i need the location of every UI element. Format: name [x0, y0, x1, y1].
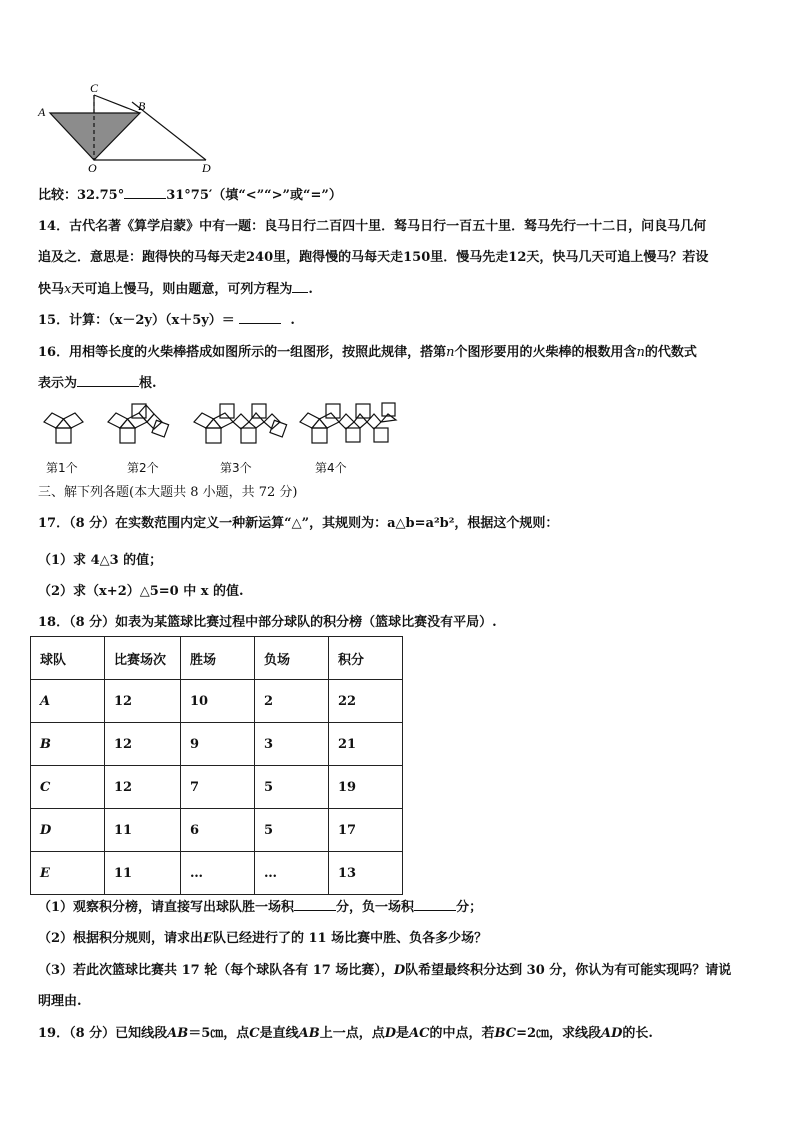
header-team: 球队: [31, 637, 105, 680]
matchstick-figure-2: [108, 404, 169, 443]
matchstick-figures: [36, 400, 406, 455]
cell-points: 21: [329, 723, 403, 766]
cell-losses: 5: [255, 809, 329, 852]
label-c: C: [90, 81, 99, 95]
q18-p2-text-b: 队已经进行了的 11 场比赛中胜、负各多少场？: [212, 931, 488, 946]
cell-wins: 6: [181, 809, 255, 852]
q18-stem: 18．（8 分）如表为某篮球比赛过程中部分球队的积分榜（篮球比赛没有平局）.: [38, 615, 497, 630]
label-b: B: [138, 99, 146, 113]
header-losses: 负场: [255, 637, 329, 680]
cell-games: 11: [105, 852, 181, 895]
cell-points: 13: [329, 852, 403, 895]
cell-points: 19: [329, 766, 403, 809]
q19-var-ad: AD: [601, 1026, 623, 1041]
segment-cb: [94, 95, 140, 113]
cell-losses: 2: [255, 680, 329, 723]
score-table: [30, 636, 403, 895]
cell-wins: 9: [181, 723, 255, 766]
cell-games: 11: [105, 809, 181, 852]
q19-text-f: 的中点，若: [429, 1026, 495, 1041]
table-row: [31, 766, 403, 809]
matchstick-figure-4: [300, 403, 396, 443]
q15-end: .: [290, 313, 295, 328]
q19-text-e: 是: [396, 1026, 410, 1041]
q16-text-a: 16．用相等长度的火柴棒搭成如图所示的一组图形，按照此规律，搭第: [38, 345, 447, 360]
section-3-title: 三、解下列各题(本大题共 8 小题，共 72 分): [38, 485, 298, 500]
label-d: D: [202, 161, 211, 175]
q14-text-c: .: [308, 282, 313, 297]
cell-losses: 3: [255, 723, 329, 766]
q19-var-bc: BC: [494, 1026, 517, 1041]
q16-var-n2: n: [636, 345, 645, 360]
cell-games: 12: [105, 723, 181, 766]
q14-text-a: 快马: [38, 282, 65, 297]
q17-part1: （1）求 4△3 的值；: [38, 553, 163, 568]
table-row: [31, 723, 403, 766]
q18-win-points-blank[interactable]: [294, 910, 336, 911]
cell-team: C: [31, 766, 105, 809]
q15-text: 15．计算：（x－2y）（x＋5y）＝: [38, 313, 235, 328]
table-row: [31, 809, 403, 852]
cell-wins: 7: [181, 766, 255, 809]
q18-p2-var: E: [203, 931, 213, 946]
q18-p3-text-a: （3）若此次篮球比赛共 17 轮（每个球队各有 17 场比赛），: [38, 963, 394, 978]
cell-games: 12: [105, 766, 181, 809]
q19-var-ab: AB: [167, 1026, 189, 1041]
q19-text-d: 上一点，点: [319, 1026, 385, 1041]
q16-answer-blank[interactable]: [77, 386, 139, 387]
matchstick-figure-1: [44, 413, 83, 443]
caption-figure-3: 第3个: [220, 461, 252, 475]
q18-p2-text-a: （2）根据积分规则，请求出: [38, 931, 204, 946]
q19-var-d: D: [384, 1026, 397, 1041]
table-row: [31, 852, 403, 895]
cell-wins: …: [181, 852, 255, 895]
q16-text-c: 的代数式: [644, 345, 697, 360]
q14-answer-blank[interactable]: [292, 292, 308, 293]
question-19: [38, 1025, 653, 1043]
q14-text-b: 天可追上慢马，则由题意，可列方程为: [71, 282, 293, 297]
q16-var-n: n: [446, 345, 455, 360]
q17-part2: （2）求（x+2）△5=0 中 x 的值.: [38, 584, 244, 599]
label-a: A: [38, 105, 46, 119]
q14-var-x: x: [64, 282, 72, 297]
q18-part2: [38, 930, 487, 948]
q18-p3-var: D: [393, 963, 406, 978]
q19-text-g: =2㎝，求线段: [516, 1026, 602, 1041]
cell-losses: 5: [255, 766, 329, 809]
header-wins: 胜场: [181, 637, 255, 680]
caption-figure-2: 第2个: [127, 461, 159, 475]
q13-text-a: 比较：32.75°: [38, 188, 125, 203]
matchstick-figure-3: [194, 404, 287, 443]
question-13: [38, 187, 342, 205]
label-o: O: [88, 161, 97, 175]
q18-part1: [38, 899, 482, 917]
caption-figure-1: 第1个: [46, 461, 78, 475]
q18-p3-text-b: 队希望最终积分达到 30 分，你认为有可能实现吗？请说: [405, 963, 732, 978]
q13-answer-blank[interactable]: [124, 198, 166, 199]
table-row: [31, 680, 403, 723]
table-header-row: [31, 637, 403, 680]
shaded-triangle: [50, 113, 140, 160]
cell-wins: 10: [181, 680, 255, 723]
q16-line1: [38, 344, 697, 362]
cell-points: 17: [329, 809, 403, 852]
cell-points: 22: [329, 680, 403, 723]
q14-line2: 追及之．意思是：跑得快的马每天走240里，跑得慢的马每天走150里．慢马先走12天，快马几天可追上慢马？若设: [38, 250, 709, 265]
q19-text-b: ＝5㎝，点: [188, 1026, 250, 1041]
q16-text-b: 个图形要用的火柴棒的根数用含: [454, 345, 637, 360]
q16-line2: [38, 375, 157, 393]
q18-loss-points-blank[interactable]: [414, 910, 456, 911]
q15-answer-blank[interactable]: [239, 323, 281, 324]
q18-part3-line2: 明理由.: [38, 994, 82, 1009]
cell-losses: …: [255, 852, 329, 895]
q18-part3-line1: [38, 962, 731, 980]
q14-line3: [38, 281, 313, 299]
caption-figure-4: 第4个: [315, 461, 347, 475]
cell-team: D: [31, 809, 105, 852]
triangle-figure: [34, 80, 224, 175]
question-15: [38, 312, 295, 330]
header-games: 比赛场次: [105, 637, 181, 680]
q14-line1: 14．古代名著《算学启蒙》中有一题：良马日行二百四十里．驽马日行一百五十里．驽马先行一十二日，问良马几何: [38, 219, 707, 234]
cell-team: E: [31, 852, 105, 895]
cell-team: B: [31, 723, 105, 766]
header-points: 积分: [329, 637, 403, 680]
cell-games: 12: [105, 680, 181, 723]
q18-p1-text-c: 分；: [456, 900, 483, 915]
q19-var-ac: AC: [409, 1026, 430, 1041]
q17-stem: 17．（8 分）在实数范围内定义一种新运算“△”，其规则为：a△b=a²b²，根据这个规则：: [38, 516, 559, 531]
q19-text-a: 19．（8 分）已知线段: [38, 1026, 168, 1041]
q19-var-ab2: AB: [298, 1026, 320, 1041]
q16-text-e: 根.: [139, 376, 157, 391]
q18-p1-text-a: （1）观察积分榜，请直接写出球队胜一场积: [38, 900, 295, 915]
q19-text-h: 的长.: [622, 1026, 653, 1041]
q19-var-c: C: [249, 1026, 260, 1041]
q19-text-c: 是直线: [259, 1026, 299, 1041]
cell-team: A: [31, 680, 105, 723]
q18-p1-text-b: 分，负一场积: [336, 900, 415, 915]
q16-text-d: 表示为: [38, 376, 78, 391]
q13-text-b: 31°75′（填“<”“>”或“=”）: [166, 188, 342, 203]
